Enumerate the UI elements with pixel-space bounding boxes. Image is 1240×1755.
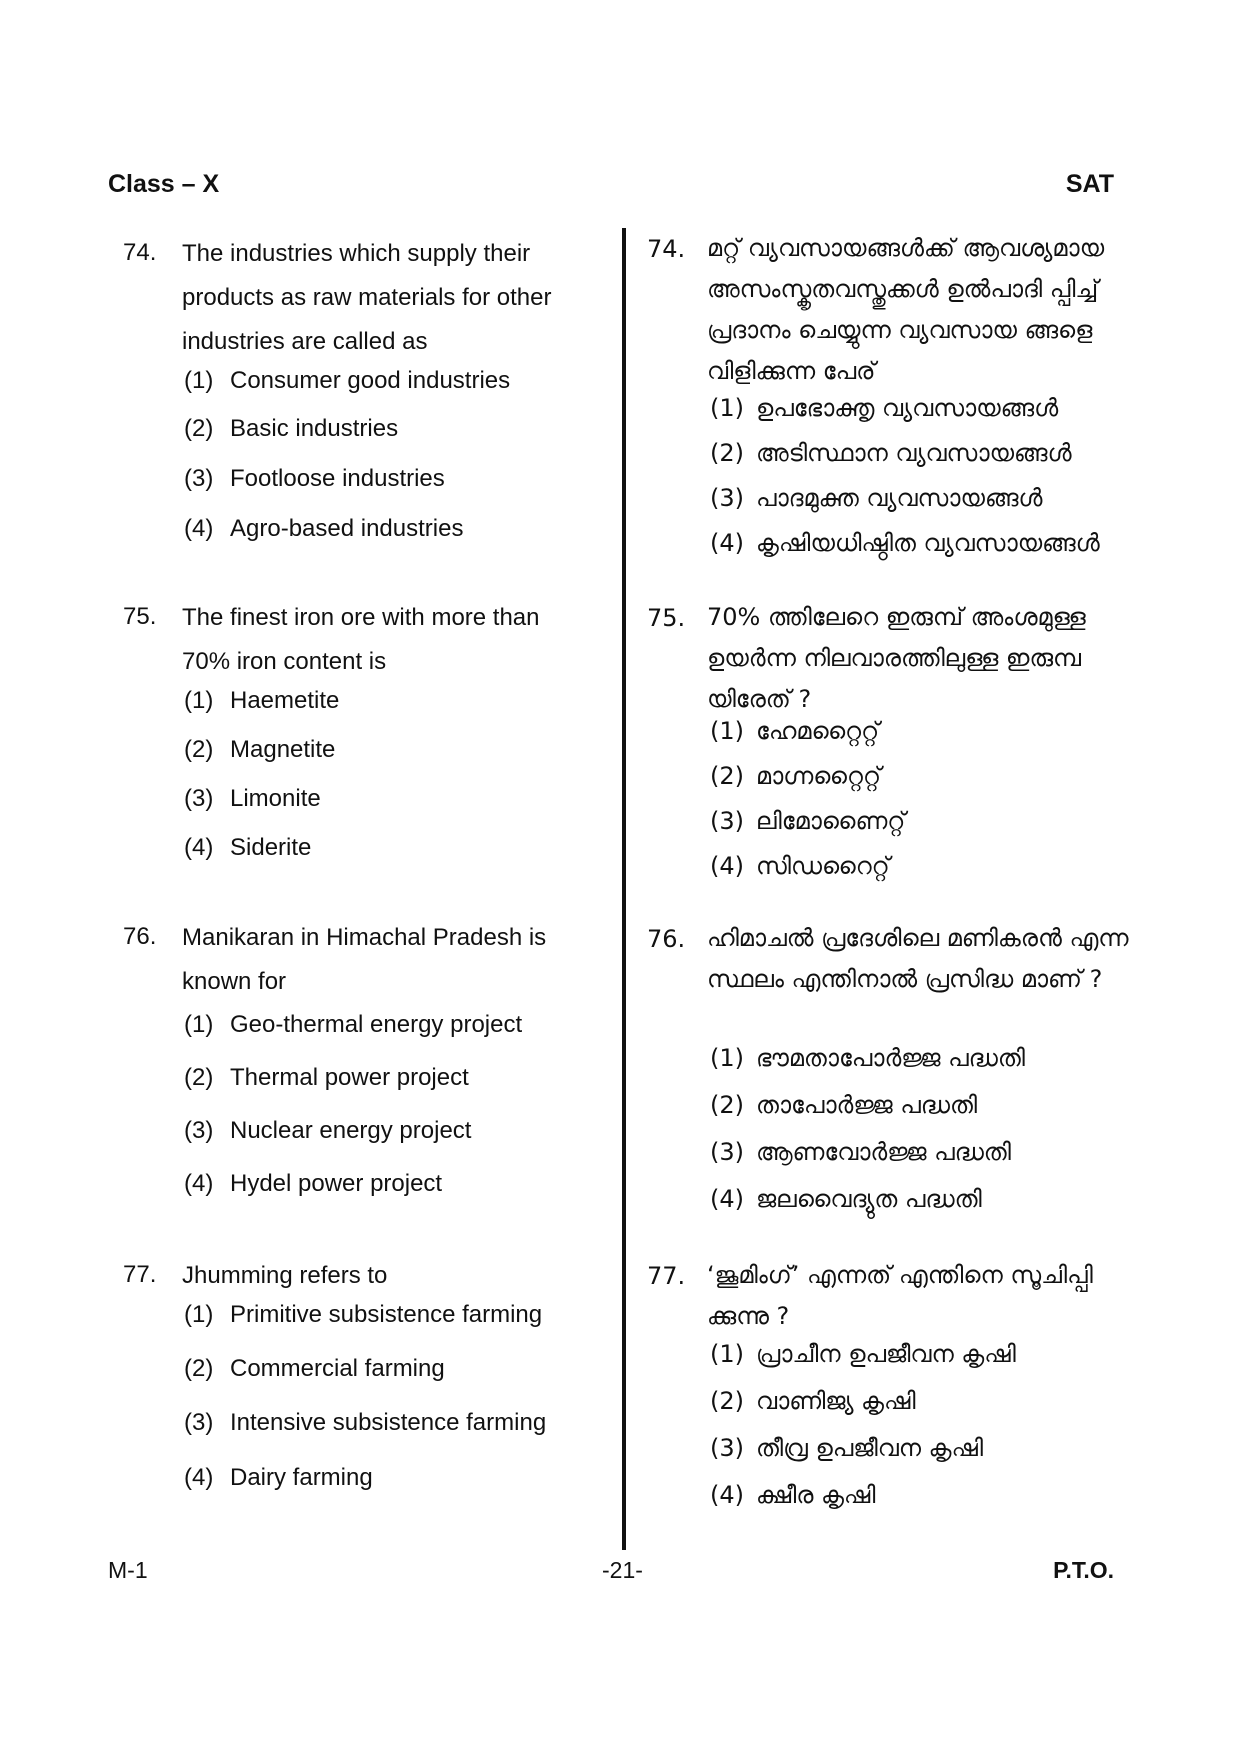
option-text: Basic industries [230, 415, 399, 442]
option-label: (4) [710, 1481, 744, 1509]
question-text: The finest iron ore with more than 70% iron content is [182, 604, 540, 675]
option-text: താപോർജ്ജ പദ്ധതി [756, 1091, 978, 1119]
page-number: -21- [602, 1557, 643, 1583]
option-label: (3) [184, 465, 214, 492]
option-label: (1) [184, 1301, 214, 1328]
option-text: ഭൗമതാപോർജ്ജ പദ്ധതി [756, 1044, 1025, 1072]
option-text: ഉപഭോക്തൃ വ്യവസായങ്ങൾ [756, 394, 1059, 422]
option-text: Footloose industries [230, 465, 445, 492]
option-text: Hydel power project [230, 1170, 443, 1197]
question-number: 75. [647, 604, 686, 632]
option-label: (2) [184, 736, 214, 763]
option-label: (1) [184, 1011, 214, 1038]
option-label: (1) [710, 717, 744, 745]
option-text: ക്ഷീര കൃഷി [756, 1481, 876, 1509]
question-number: 74. [123, 239, 157, 266]
option-label: (2) [184, 1064, 214, 1091]
option-text: ആണവോർജ്ജ പദ്ധതി [756, 1138, 1011, 1166]
option-label: (3) [710, 807, 744, 835]
option-text: Dairy farming [230, 1464, 373, 1491]
option-label: (3) [710, 1138, 744, 1166]
question-number: 74. [647, 235, 686, 263]
question-text: 70% ത്തിലേറെ ഇരുമ്പ് അംശമുള്ള ഉയർന്ന നിലവാരത്തിലുള്ള ഇരുമ്പ യിരേത് ? [707, 603, 1086, 713]
footer-pto: P.T.O. [1053, 1557, 1114, 1583]
option-label: (3) [184, 1409, 214, 1436]
option-label: (4) [710, 852, 744, 880]
option-text: തീവ്ര ഉപജീവന കൃഷി [756, 1434, 984, 1462]
option-label: (4) [710, 529, 744, 557]
question-number: 75. [123, 603, 157, 630]
option-label: (1) [710, 1340, 744, 1368]
question-text: ‘ജൂമിംഗ്’ എന്നത് എന്തിനെ സൂചിപ്പി ക്കുന്നു ? [707, 1261, 1093, 1330]
option-label: (1) [184, 687, 214, 714]
option-text: Consumer good industries [230, 367, 511, 394]
question-number: 77. [647, 1262, 686, 1290]
option-label: (2) [184, 1355, 214, 1382]
option-label: (3) [184, 785, 214, 812]
header-sat-label: SAT [1065, 170, 1114, 198]
option-label: (4) [710, 1185, 744, 1213]
question-number: 76. [647, 925, 686, 953]
header-class-label: Class – X [108, 170, 220, 198]
question-text: Manikaran in Himachal Pradesh is known for [182, 924, 547, 995]
option-label: (2) [710, 762, 744, 790]
option-text: കൃഷിയധിഷ്ഠിത വ്യവസായങ്ങൾ [756, 529, 1100, 557]
option-label: (2) [710, 1091, 744, 1119]
option-text: Agro-based industries [230, 515, 464, 542]
option-label: (2) [710, 439, 744, 467]
option-label: (3) [710, 1434, 744, 1462]
option-label: (1) [710, 394, 744, 422]
option-text: അടിസ്ഥാന വ്യവസായങ്ങൾ [756, 439, 1072, 467]
option-text: പ്രാചീന ഉപജീവന കൃഷി [756, 1340, 1016, 1368]
option-text: Intensive subsistence farming [230, 1409, 547, 1436]
option-text: സിഡറൈറ്റ് [756, 852, 890, 880]
option-label: (1) [710, 1044, 744, 1072]
option-text: Limonite [230, 785, 321, 812]
question-text: ഹിമാചൽ പ്രദേശിലെ മണികരൻ എന്ന സ്ഥലം എന്തിനാൽ പ്രസിദ്ധ മാണ് ? [707, 924, 1129, 993]
question-text: Jhumming refers to [182, 1262, 388, 1289]
option-text: മാഗ്നറ്റൈറ്റ് [756, 762, 882, 790]
option-text: Nuclear energy project [230, 1117, 472, 1144]
option-label: (2) [184, 415, 214, 442]
option-label: (3) [184, 1117, 214, 1144]
option-label: (4) [184, 1170, 214, 1197]
option-text: Geo-thermal energy project [230, 1011, 523, 1038]
option-label: (1) [184, 367, 214, 394]
option-text: Haemetite [230, 687, 340, 714]
option-label: (4) [184, 834, 214, 861]
question-text: The industries which supply their products as raw materials for other industries are called as [182, 240, 552, 355]
option-label: (4) [184, 1464, 214, 1491]
option-text: ലിമോണൈറ്റ് [756, 807, 906, 835]
option-text: Magnetite [230, 736, 336, 763]
option-text: Primitive subsistence farming [230, 1301, 543, 1328]
option-label: (3) [710, 484, 744, 512]
option-text: പാദമുക്ത വ്യവസായങ്ങൾ [756, 484, 1043, 512]
option-text: വാണിജ്യ കൃഷി [756, 1387, 916, 1415]
footer-code: M-1 [108, 1557, 148, 1583]
option-label: (2) [710, 1387, 744, 1415]
question-text: മറ്റ് വ്യവസായങ്ങൾക്ക് ആവശ്യമായ അസംസ്കൃതവസ്തുക്കൾ ഉൽപാദി പ്പിച്ച് പ്രദാനം ചെയ്യുന്ന വ്യവസായ ങ്ങളെ വിളിക്കുന്ന പേര് [707, 234, 1105, 385]
option-text: ജലവൈദ്യുത പദ്ധതി [756, 1185, 982, 1213]
question-number: 77. [123, 1261, 157, 1288]
option-text: Thermal power project [230, 1064, 469, 1091]
question-number: 76. [123, 923, 157, 950]
option-label: (4) [184, 515, 214, 542]
option-text: Siderite [230, 834, 312, 861]
option-text: ഹേമറ്റൈറ്റ് [756, 717, 880, 745]
option-text: Commercial farming [230, 1355, 445, 1382]
